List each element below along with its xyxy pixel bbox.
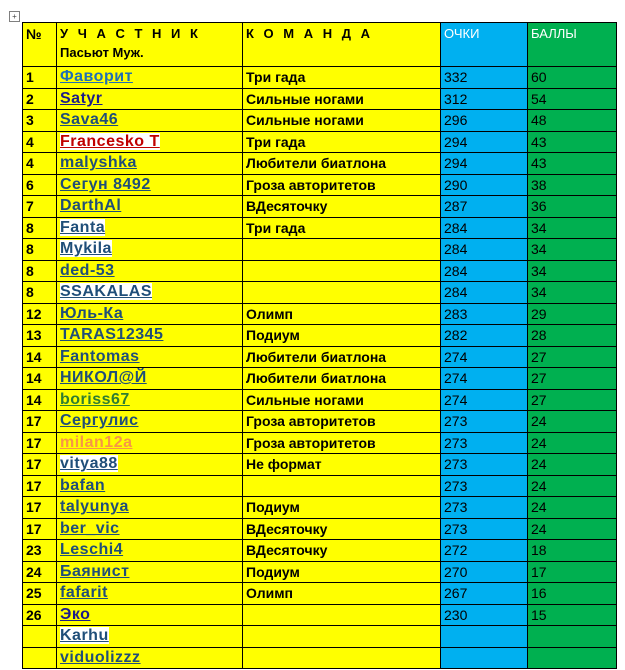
points-cell: 273	[441, 497, 528, 519]
points-cell: 312	[441, 88, 528, 110]
participant-link[interactable]: fafarit	[60, 584, 108, 602]
participant-link[interactable]: Leschi4	[60, 541, 124, 559]
score-cell: 24	[528, 411, 617, 433]
participant-link[interactable]: Francesko T	[60, 132, 160, 150]
score-cell: 34	[528, 239, 617, 261]
score-cell: 27	[528, 368, 617, 390]
table-row	[23, 196, 617, 218]
participant-link[interactable]: Сегун 8492	[60, 175, 151, 193]
participant-cell	[57, 604, 243, 626]
team-cell: Гроза авторитетов	[243, 174, 441, 196]
participant-link[interactable]: SSAKALAS	[60, 283, 153, 301]
points-cell: 294	[441, 131, 528, 153]
rank-cell	[23, 647, 57, 669]
table-row	[23, 110, 617, 132]
points-cell: 230	[441, 604, 528, 626]
points-cell: 273	[441, 518, 528, 540]
team-cell: Сильные ногами	[243, 110, 441, 132]
score-cell: 48	[528, 110, 617, 132]
points-cell: 283	[441, 303, 528, 325]
team-cell: Гроза авторитетов	[243, 411, 441, 433]
score-cell: 43	[528, 153, 617, 175]
participant-cell	[57, 368, 243, 390]
participant-link[interactable]: Юль-Ка	[60, 304, 124, 322]
participant-cell	[57, 217, 243, 239]
points-cell: 270	[441, 561, 528, 583]
participant-cell	[57, 583, 243, 605]
rank-cell: 12	[23, 303, 57, 325]
rank-cell: 17	[23, 432, 57, 454]
rank-cell: 17	[23, 411, 57, 433]
team-cell	[243, 260, 441, 282]
team-cell: Три гада	[243, 217, 441, 239]
team-cell: Олимп	[243, 583, 441, 605]
table-row	[23, 325, 617, 347]
participant-cell	[57, 131, 243, 153]
points-cell: 284	[441, 239, 528, 261]
points-cell: 332	[441, 67, 528, 89]
participant-cell	[57, 561, 243, 583]
team-cell: Подиум	[243, 497, 441, 519]
table-row	[23, 174, 617, 196]
score-cell: 36	[528, 196, 617, 218]
participant-link[interactable]: Sava46	[60, 111, 119, 129]
points-cell: 284	[441, 217, 528, 239]
team-cell: Три гада	[243, 131, 441, 153]
points-cell: 274	[441, 368, 528, 390]
points-cell: 273	[441, 454, 528, 476]
rank-cell: 3	[23, 110, 57, 132]
table-row	[23, 647, 617, 669]
score-cell: 54	[528, 88, 617, 110]
table-row	[23, 497, 617, 519]
score-cell: 15	[528, 604, 617, 626]
table-row	[23, 346, 617, 368]
participant-cell	[57, 260, 243, 282]
score-cell: 34	[528, 282, 617, 304]
participant-cell	[57, 647, 243, 669]
rank-cell: 4	[23, 131, 57, 153]
rank-cell: 14	[23, 389, 57, 411]
participant-cell	[57, 626, 243, 648]
rank-cell: 17	[23, 475, 57, 497]
score-cell: 24	[528, 475, 617, 497]
table-row	[23, 282, 617, 304]
participant-cell	[57, 88, 243, 110]
participant-link[interactable]: Баянист	[60, 562, 130, 580]
header-team: К О М А Н Д А	[243, 23, 441, 67]
participant-cell	[57, 518, 243, 540]
participant-cell	[57, 196, 243, 218]
points-cell: 296	[441, 110, 528, 132]
points-cell: 284	[441, 282, 528, 304]
points-cell: 284	[441, 260, 528, 282]
rank-cell: 24	[23, 561, 57, 583]
team-cell	[243, 282, 441, 304]
team-cell: Подиум	[243, 325, 441, 347]
table-row	[23, 260, 617, 282]
participant-cell	[57, 174, 243, 196]
participant-link[interactable]: TARAS12345	[60, 326, 164, 344]
participant-link[interactable]: malyshka	[60, 154, 137, 172]
score-cell: 28	[528, 325, 617, 347]
points-cell: 294	[441, 153, 528, 175]
participant-link[interactable]: Эко	[60, 605, 91, 623]
participant-cell	[57, 110, 243, 132]
participant-cell	[57, 540, 243, 562]
rank-cell: 7	[23, 196, 57, 218]
score-cell	[528, 647, 617, 669]
table-row	[23, 411, 617, 433]
team-cell: Гроза авторитетов	[243, 432, 441, 454]
participant-cell	[57, 282, 243, 304]
participant-cell	[57, 346, 243, 368]
participant-cell	[57, 475, 243, 497]
table-row	[23, 518, 617, 540]
participant-cell	[57, 303, 243, 325]
table-row	[23, 454, 617, 476]
rank-cell: 14	[23, 368, 57, 390]
participant-link[interactable]: talyunya	[60, 498, 129, 516]
rank-cell: 8	[23, 260, 57, 282]
rank-cell: 17	[23, 454, 57, 476]
header-row	[23, 23, 617, 67]
participant-link[interactable]: ber_vic	[60, 519, 120, 537]
score-cell: 24	[528, 518, 617, 540]
team-cell: Подиум	[243, 561, 441, 583]
team-cell: Любители биатлона	[243, 153, 441, 175]
team-cell: Олимп	[243, 303, 441, 325]
score-cell: 24	[528, 454, 617, 476]
table-row	[23, 368, 617, 390]
participant-link[interactable]: Сергулис	[60, 412, 139, 430]
participant-cell	[57, 411, 243, 433]
team-cell: Три гада	[243, 67, 441, 89]
score-cell: 27	[528, 389, 617, 411]
rank-cell: 8	[23, 217, 57, 239]
participant-link[interactable]: milan12a	[60, 433, 133, 451]
participant-cell	[57, 67, 243, 89]
points-cell: 272	[441, 540, 528, 562]
score-cell: 27	[528, 346, 617, 368]
score-cell: 16	[528, 583, 617, 605]
score-cell	[528, 626, 617, 648]
rank-cell: 17	[23, 497, 57, 519]
header-num: №	[23, 23, 57, 67]
score-cell: 17	[528, 561, 617, 583]
participant-link[interactable]: НИКОЛ@Й	[60, 369, 147, 387]
participant-link[interactable]: boriss67	[60, 390, 130, 408]
team-cell	[243, 475, 441, 497]
participant-link[interactable]: Karhu	[60, 627, 109, 645]
rank-cell: 8	[23, 239, 57, 261]
table-row	[23, 561, 617, 583]
team-cell	[243, 239, 441, 261]
table-row	[23, 239, 617, 261]
points-cell: 273	[441, 411, 528, 433]
rank-cell	[23, 626, 57, 648]
points-cell: 287	[441, 196, 528, 218]
table-row	[23, 217, 617, 239]
rank-cell: 2	[23, 88, 57, 110]
points-cell	[441, 647, 528, 669]
participant-cell	[57, 153, 243, 175]
score-cell: 18	[528, 540, 617, 562]
points-cell: 273	[441, 432, 528, 454]
results-table	[22, 22, 617, 669]
score-cell: 24	[528, 432, 617, 454]
table-row	[23, 540, 617, 562]
rank-cell: 8	[23, 282, 57, 304]
team-cell: ВДесяточку	[243, 518, 441, 540]
table-row	[23, 131, 617, 153]
score-cell: 34	[528, 217, 617, 239]
participant-link[interactable]: DarthAl	[60, 197, 122, 215]
rank-cell: 23	[23, 540, 57, 562]
participant-link[interactable]: ded-53	[60, 261, 115, 279]
table-row	[23, 88, 617, 110]
participant-link[interactable]: Fanta	[60, 218, 106, 236]
team-cell: Не формат	[243, 454, 441, 476]
header-participant	[57, 23, 243, 67]
rank-cell: 4	[23, 153, 57, 175]
score-cell: 38	[528, 174, 617, 196]
score-cell: 43	[528, 131, 617, 153]
table-row	[23, 626, 617, 648]
table-row	[23, 153, 617, 175]
header-points: ОЧКИ	[441, 23, 528, 67]
participant-link[interactable]: viduolizzz	[60, 648, 141, 666]
score-cell: 24	[528, 497, 617, 519]
rank-cell: 14	[23, 346, 57, 368]
header-score: БАЛЛЫ	[528, 23, 617, 67]
points-cell	[441, 626, 528, 648]
points-cell: 274	[441, 389, 528, 411]
participant-cell	[57, 389, 243, 411]
rank-cell: 17	[23, 518, 57, 540]
participant-link[interactable]: vitya88	[60, 455, 118, 473]
team-cell: ВДесяточку	[243, 540, 441, 562]
score-cell: 60	[528, 67, 617, 89]
participant-link[interactable]: Фаворит	[60, 68, 133, 86]
table-row	[23, 67, 617, 89]
table-row	[23, 389, 617, 411]
header-participant-label: У Ч А С Т Н И К	[60, 26, 201, 41]
team-cell	[243, 647, 441, 669]
participant-link[interactable]: Satyr	[60, 89, 103, 107]
participant-cell	[57, 454, 243, 476]
points-cell: 282	[441, 325, 528, 347]
team-cell	[243, 604, 441, 626]
team-cell: Сильные ногами	[243, 88, 441, 110]
table-row	[23, 303, 617, 325]
participant-link[interactable]: Mykila	[60, 240, 112, 258]
rank-cell: 26	[23, 604, 57, 626]
participant-link[interactable]: bafan	[60, 476, 106, 494]
team-cell: Любители биатлона	[243, 368, 441, 390]
team-cell: Любители биатлона	[243, 346, 441, 368]
header-category: Пасьют Муж.	[60, 45, 144, 60]
team-cell: Сильные ногами	[243, 389, 441, 411]
points-cell: 274	[441, 346, 528, 368]
participant-cell	[57, 432, 243, 454]
rank-cell: 13	[23, 325, 57, 347]
rank-cell: 6	[23, 174, 57, 196]
team-cell	[243, 626, 441, 648]
table-row	[23, 432, 617, 454]
points-cell: 267	[441, 583, 528, 605]
score-cell: 34	[528, 260, 617, 282]
participant-cell	[57, 325, 243, 347]
table-row	[23, 604, 617, 626]
score-cell: 29	[528, 303, 617, 325]
participant-cell	[57, 239, 243, 261]
table-row	[23, 475, 617, 497]
table-move-handle-icon[interactable]: +	[9, 11, 20, 22]
rank-cell: 25	[23, 583, 57, 605]
points-cell: 290	[441, 174, 528, 196]
points-cell: 273	[441, 475, 528, 497]
table-row	[23, 583, 617, 605]
participant-link[interactable]: Fantomas	[60, 347, 140, 365]
participant-cell	[57, 497, 243, 519]
team-cell: ВДесяточку	[243, 196, 441, 218]
rank-cell: 1	[23, 67, 57, 89]
